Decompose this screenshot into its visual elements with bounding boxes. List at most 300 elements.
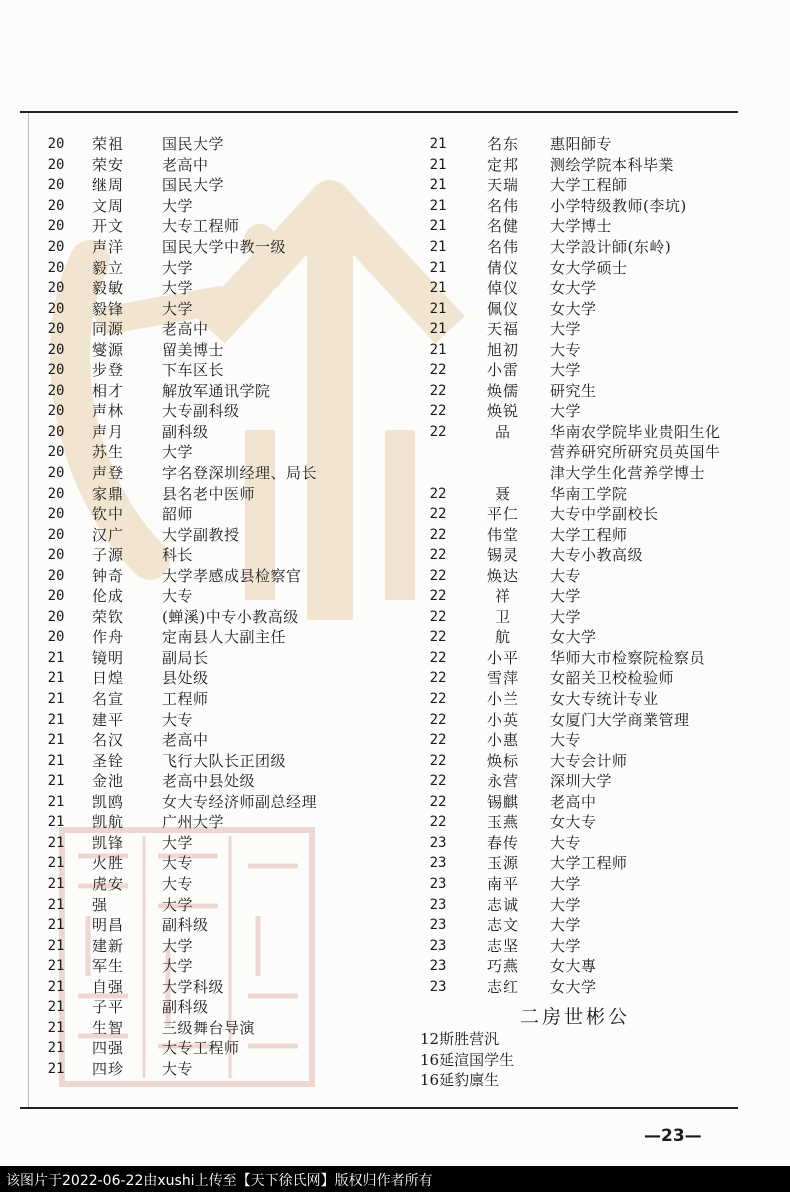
person-description: 女大学硕士	[550, 258, 628, 277]
genealogy-row	[28, 771, 408, 792]
person-description: 大学	[550, 402, 582, 421]
generation-number: 20	[47, 526, 65, 543]
generation-number: 22	[429, 752, 447, 769]
genealogy-row	[420, 155, 750, 176]
person-description: 科长	[162, 546, 194, 565]
person-description: 华南农学院毕业贵阳生化	[550, 422, 721, 441]
person-description: 大学	[550, 874, 582, 893]
genealogy-row	[28, 689, 408, 710]
person-description: 大学	[162, 957, 194, 976]
generation-number: 21	[429, 239, 447, 255]
person-name: 燮源	[92, 340, 125, 359]
person-name: 汉广	[92, 525, 125, 544]
person-description: 大专	[550, 833, 582, 852]
generation-number: 20	[47, 177, 65, 194]
person-name: 卫	[494, 607, 511, 626]
generation-number: 20	[47, 362, 65, 379]
generation-number: 20	[47, 197, 65, 214]
genealogy-row	[420, 709, 750, 730]
genealogy-row	[420, 175, 750, 196]
genealogy-row	[420, 565, 750, 586]
genealogy-row	[420, 422, 750, 443]
person-description: 下车区长	[162, 361, 225, 380]
genealogy-row	[420, 463, 750, 484]
generation-number: 20	[47, 485, 65, 502]
genealogy-row	[28, 339, 408, 360]
genealogy-row	[28, 1038, 408, 1059]
generation-number: 21	[429, 177, 447, 194]
person-description: 女大学	[550, 299, 597, 318]
person-description: 大学	[162, 196, 194, 215]
genealogy-row	[420, 196, 750, 217]
person-name: 锡麒	[486, 792, 519, 811]
person-name: 明昌	[92, 916, 125, 935]
genealogy-row	[28, 422, 408, 443]
person-description: 深圳大学	[550, 772, 613, 791]
person-description: 留美博士	[162, 340, 225, 359]
genealogy-row	[420, 545, 750, 566]
genealogy-row	[28, 134, 408, 155]
generation-number: 20	[47, 465, 65, 482]
generation-number: 20	[47, 218, 65, 235]
generation-number: 21	[47, 1040, 65, 1057]
person-description: 大学	[162, 833, 194, 852]
person-name: 四强	[92, 1039, 125, 1058]
generation-number: 21	[47, 1019, 65, 1036]
person-description: 三级舞台导演	[162, 1018, 256, 1037]
generation-number: 22	[429, 567, 447, 584]
generation-number: 20	[47, 382, 65, 399]
generation-number: 21	[47, 875, 65, 892]
person-name: 志诚	[486, 895, 519, 914]
generation-number: 23	[429, 896, 447, 913]
generation-number: 21	[429, 218, 447, 235]
person-name: 小雷	[486, 361, 519, 380]
generation-number: 23	[429, 855, 447, 872]
person-name: 继周	[92, 176, 125, 195]
generation-number: 21	[47, 896, 65, 913]
person-name: 春传	[486, 833, 519, 852]
person-description: 字名登深圳经理、局长	[162, 464, 318, 483]
genealogy-row	[420, 524, 750, 545]
person-description: 飞行大队长正团级	[162, 751, 287, 770]
person-description: 大学	[550, 607, 582, 626]
person-description: 国民大学	[162, 135, 225, 154]
person-description: (蝉溪)中专小教高级	[162, 607, 299, 626]
person-name: 志文	[486, 916, 519, 935]
generation-number: 21	[429, 300, 447, 317]
genealogy-row	[420, 750, 750, 771]
person-name: 小平	[486, 648, 519, 667]
generation-number: 20	[47, 300, 65, 317]
person-description: 副科级	[162, 422, 209, 441]
person-description: 大学工程師	[550, 176, 628, 195]
generation-number: 21	[429, 280, 447, 297]
person-description: 女大学	[550, 628, 597, 647]
generation-number: 20	[47, 588, 65, 605]
person-description: 解放军通讯学院	[162, 381, 271, 400]
person-name: 自强	[92, 977, 125, 996]
genealogy-row	[28, 997, 408, 1018]
person-name: 伦成	[92, 587, 125, 606]
genealogy-row	[28, 155, 408, 176]
genealogy-row	[28, 360, 408, 381]
person-name: 旭初	[486, 340, 519, 359]
person-description: 女大学	[550, 279, 597, 298]
genealogy-row	[420, 237, 750, 258]
person-name: 生智	[92, 1018, 125, 1037]
generation-number: 21	[429, 136, 447, 153]
generation-number: 22	[429, 711, 447, 728]
person-name: 声月	[92, 422, 125, 441]
generation-number: 21	[47, 793, 65, 810]
person-description: 华南工学院	[550, 484, 628, 503]
person-description: 大学博士	[550, 217, 613, 236]
person-description: 大专工程师	[162, 217, 240, 236]
generation-number: 22	[429, 649, 447, 666]
generation-number: 22	[429, 608, 447, 625]
generation-number: 23	[429, 875, 447, 892]
person-name: 镜明	[92, 648, 125, 667]
generation-number: 21	[47, 999, 65, 1016]
generation-number: 21	[47, 773, 65, 790]
generation-number: 21	[429, 197, 447, 214]
section-title: 二房世彬公	[520, 1006, 631, 1028]
genealogy-row	[28, 750, 408, 771]
genealogy-row	[420, 607, 750, 628]
person-name: 小英	[486, 710, 519, 729]
generation-number: 20	[47, 506, 65, 523]
person-name: 开文	[92, 217, 125, 236]
generation-number: 21	[47, 958, 65, 975]
generation-number: 23	[429, 978, 447, 995]
genealogy-row	[420, 853, 750, 874]
person-name: 名伟	[486, 196, 519, 215]
person-description: 副科级	[162, 998, 209, 1017]
generation-number: 22	[429, 547, 447, 564]
page-number: —23—	[644, 1126, 702, 1146]
generation-number: 20	[47, 136, 65, 153]
person-name: 小惠	[486, 731, 519, 750]
person-description: 大学	[550, 936, 582, 955]
person-name: 子源	[92, 546, 125, 565]
generation-number: 22	[429, 670, 447, 687]
genealogy-row	[28, 565, 408, 586]
genealogy-row	[28, 319, 408, 340]
genealogy-row	[28, 894, 408, 915]
genealogy-row	[28, 935, 408, 956]
generation-number: 21	[47, 691, 65, 708]
person-description: 女大学	[550, 977, 597, 996]
person-name: 荣安	[92, 155, 125, 174]
person-name: 声林	[92, 402, 125, 421]
genealogy-row	[28, 483, 408, 504]
generation-number: 16	[420, 1050, 440, 1069]
person-description: 测绘学院本科毕業	[550, 155, 675, 174]
genealogy-row	[420, 668, 750, 689]
person-description: 广州大学	[162, 813, 225, 832]
section-entries	[420, 1029, 750, 1091]
person-description: 营养研究所研究员英国牛	[550, 443, 721, 462]
person-description: 大专	[550, 731, 582, 750]
generation-number: 12	[420, 1030, 440, 1049]
genealogy-row	[420, 401, 750, 422]
person-name: 四珍	[92, 1059, 125, 1078]
genealogy-row	[28, 401, 408, 422]
genealogy-row	[28, 648, 408, 669]
generation-number: 20	[47, 280, 65, 297]
person-description: 大专副科级	[162, 402, 240, 421]
person-name: 建平	[92, 710, 125, 729]
person-name: 天福	[486, 320, 519, 339]
person-description: 大学	[550, 587, 582, 606]
person-name: 钟奇	[92, 566, 125, 585]
generation-number: 21	[47, 937, 65, 954]
person-description: 国民大学中教一级	[162, 238, 287, 256]
person-name: 毅立	[92, 258, 125, 277]
person-name: 虎安	[92, 874, 125, 893]
person-description: 大专会计师	[550, 751, 628, 770]
genealogy-row	[420, 278, 750, 299]
person-name: 相才	[92, 381, 125, 400]
generation-number: 20	[47, 608, 65, 625]
person-description: 研究生	[550, 381, 597, 400]
generation-number: 20	[47, 321, 65, 338]
person-name: 锡灵	[486, 546, 519, 565]
person-name: 钦中	[92, 505, 125, 524]
person-description: 大专	[162, 587, 194, 606]
genealogy-row	[420, 257, 750, 278]
person-name: 圣铨	[92, 751, 125, 770]
genealogy-row	[420, 833, 750, 854]
generation-number: 22	[429, 506, 447, 523]
genealogy-row	[420, 339, 750, 360]
generation-number: 20	[47, 259, 65, 276]
generation-number: 21	[47, 752, 65, 769]
genealogy-row	[28, 668, 408, 689]
genealogy-row	[420, 915, 750, 936]
genealogy-row	[420, 319, 750, 340]
person-name: 家鼎	[92, 484, 125, 503]
generation-number: 20	[47, 341, 65, 358]
generation-number: 20	[47, 403, 65, 420]
person-name: 子平	[92, 998, 125, 1017]
bottom-rule	[20, 1107, 738, 1109]
person-description: 副科级	[162, 916, 209, 935]
genealogy-row	[420, 586, 750, 607]
genealogy-row	[28, 586, 408, 607]
generation-number: 23	[429, 937, 447, 954]
genealogy-row	[420, 1029, 750, 1050]
person-description: 大学	[162, 895, 194, 914]
person-name: 倩仪	[486, 258, 519, 277]
person-name: 凯鸥	[92, 792, 125, 811]
person-name: 名伟	[486, 238, 519, 256]
genealogy-row	[420, 298, 750, 319]
generation-number: 21	[47, 1060, 65, 1077]
person-name: 作舟	[92, 628, 125, 647]
genealogy-row	[420, 792, 750, 813]
person-name: 建新	[92, 936, 125, 955]
person-description: 老高中	[162, 155, 209, 174]
person-description: 大学	[550, 320, 582, 339]
generation-number: 22	[429, 793, 447, 810]
generation-number: 20	[47, 629, 65, 646]
genealogy-row	[28, 524, 408, 545]
person-description: 国学生	[469, 1050, 515, 1069]
generation-number: 21	[47, 978, 65, 995]
genealogy-row	[420, 648, 750, 669]
person-name: 永营	[486, 772, 519, 791]
genealogy-row	[28, 381, 408, 402]
genealogy-row	[28, 504, 408, 525]
person-name: 名宣	[92, 690, 125, 709]
person-name: 平仁	[486, 505, 519, 524]
person-name: 雪萍	[486, 669, 519, 688]
person-description: 女韶关卫校检验师	[550, 669, 675, 688]
person-name: 毅敏	[92, 279, 125, 298]
generation-number: 21	[47, 855, 65, 872]
genealogy-row	[28, 833, 408, 854]
genealogy-row	[28, 874, 408, 895]
right-column	[420, 134, 750, 997]
generation-number: 21	[47, 711, 65, 728]
person-description: 老高中	[162, 320, 209, 339]
person-description: 大专	[550, 566, 582, 585]
footer-copyright: 该图片于2022-06-22由xushi上传至【天下徐氏网】版权归作者所有	[6, 1173, 433, 1189]
generation-number: 22	[429, 485, 447, 502]
generation-number: 22	[429, 588, 447, 605]
genealogy-row	[420, 771, 750, 792]
genealogy-row	[28, 915, 408, 936]
person-description: 女厦门大学商業管理	[550, 710, 690, 729]
genealogy-row	[28, 607, 408, 628]
generation-number: 21	[47, 834, 65, 851]
person-name: 声洋	[92, 238, 125, 256]
person-description: 惠阳師专	[550, 135, 613, 154]
person-name: 名东	[486, 135, 519, 154]
genealogy-row	[420, 134, 750, 155]
genealogy-row	[420, 360, 750, 381]
person-description: 女大专统计专业	[550, 690, 659, 709]
person-name: 聂	[494, 484, 511, 503]
generation-number: 20	[47, 444, 65, 461]
person-name: 航	[494, 628, 511, 647]
generation-number: 21	[47, 814, 65, 831]
person-description: 大学	[550, 361, 582, 380]
person-name: 玉燕	[486, 813, 519, 832]
person-name: 焕达	[486, 566, 519, 585]
person-description: 大学副教授	[162, 525, 240, 544]
generation-number: 23	[429, 958, 447, 975]
generation-number: 22	[429, 814, 447, 831]
person-name: 毅锋	[92, 299, 125, 318]
person-name: 延渲	[439, 1050, 470, 1069]
person-name: 日煌	[92, 669, 125, 688]
generation-number: 21	[429, 341, 447, 358]
person-description: 大学設计師(东岭)	[550, 238, 672, 256]
genealogy-row	[28, 175, 408, 196]
person-description: 大学工程师	[550, 525, 628, 544]
person-description: 大专工程师	[162, 1039, 240, 1058]
person-name: 南平	[486, 874, 519, 893]
person-description: 营汎	[469, 1030, 500, 1049]
person-description: 华师大市检察院检察员	[550, 648, 706, 667]
person-description: 大学	[162, 258, 194, 277]
person-description: 大专中学副校长	[550, 505, 659, 524]
genealogy-row	[28, 257, 408, 278]
genealogy-row	[420, 504, 750, 525]
generation-number: 21	[47, 670, 65, 687]
person-name: 文周	[92, 196, 125, 215]
person-description: 大专	[162, 710, 194, 729]
person-name: 天瑞	[486, 176, 519, 195]
person-description: 韶师	[162, 505, 194, 524]
person-description: 大专	[162, 1059, 194, 1078]
left-column	[28, 134, 408, 1079]
person-name: 倬仪	[486, 279, 519, 298]
genealogy-row	[28, 237, 408, 258]
person-name: 斯胜	[439, 1030, 470, 1049]
person-name: 凯锋	[92, 833, 125, 852]
genealogy-row	[28, 792, 408, 813]
genealogy-row	[28, 545, 408, 566]
generation-number: 23	[429, 917, 447, 934]
genealogy-row	[28, 956, 408, 977]
genealogy-row	[420, 483, 750, 504]
person-name: 荣祖	[92, 135, 125, 154]
genealogy-row	[420, 381, 750, 402]
person-name: 焕标	[486, 751, 519, 770]
person-description: 大学	[550, 916, 582, 935]
person-name: 玉源	[486, 854, 519, 873]
generation-number: 21	[47, 649, 65, 666]
person-name: 强	[92, 895, 109, 914]
person-name: 志坚	[486, 936, 519, 955]
person-name: 同源	[92, 320, 125, 339]
generation-number: 22	[429, 403, 447, 420]
person-description: 国民大学	[162, 176, 225, 195]
person-description: 津大学生化营养学博士	[550, 464, 706, 483]
genealogy-row	[420, 874, 750, 895]
person-name: 小兰	[486, 690, 519, 709]
genealogy-row	[28, 627, 408, 648]
person-description: 老高中	[162, 731, 209, 750]
generation-number: 21	[47, 917, 65, 934]
person-description: 大专小教高级	[550, 546, 644, 565]
person-description: 大学孝感成县检察官	[162, 566, 302, 585]
generation-number: 21	[429, 156, 447, 173]
genealogy-row	[28, 853, 408, 874]
person-description: 老高中县处级	[162, 772, 256, 791]
genealogy-row	[420, 442, 750, 463]
generation-number: 21	[47, 732, 65, 749]
person-name: 凯航	[92, 813, 125, 832]
person-name: 苏生	[92, 443, 125, 462]
person-description: 女大專	[550, 957, 597, 976]
person-description: 县名老中医师	[162, 484, 256, 503]
person-name: 巧燕	[486, 957, 519, 976]
genealogy-row	[28, 196, 408, 217]
generation-number: 22	[429, 691, 447, 708]
person-description: 大学	[162, 443, 194, 462]
person-description: 大学工程师	[550, 854, 628, 873]
genealogy-row	[420, 956, 750, 977]
genealogy-row	[28, 709, 408, 730]
person-description: 工程师	[162, 690, 209, 709]
generation-number: 22	[429, 362, 447, 379]
genealogy-row	[420, 730, 750, 751]
